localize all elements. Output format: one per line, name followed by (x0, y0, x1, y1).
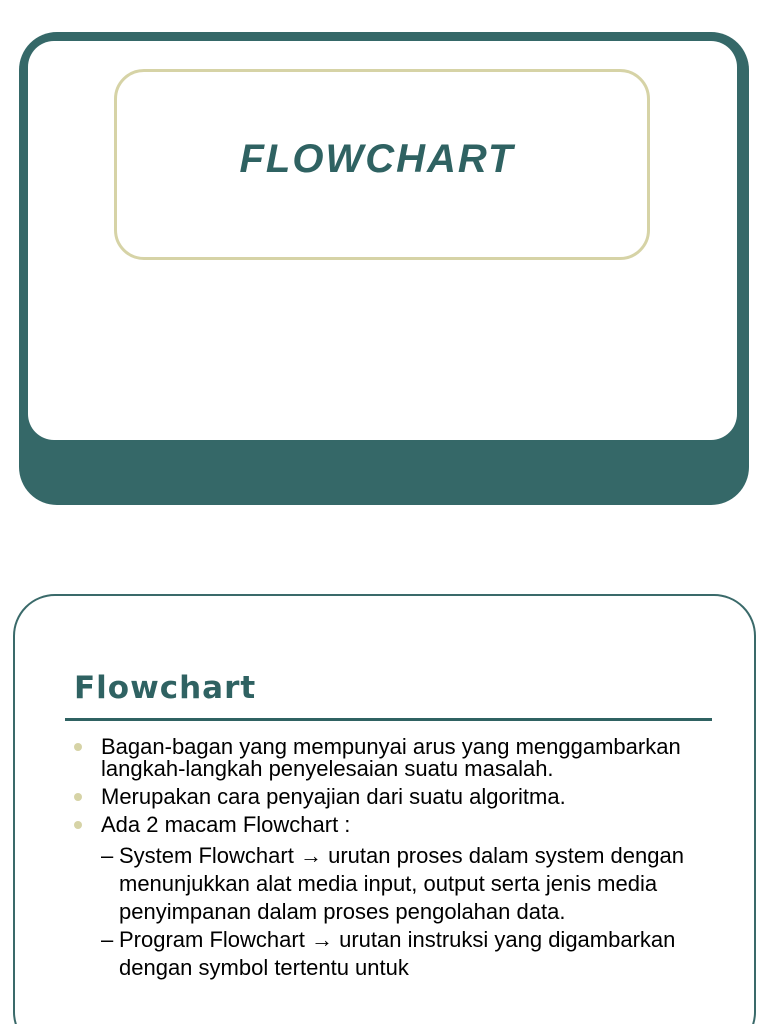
bullet-dot-icon (74, 743, 82, 751)
dash-marker: – (101, 927, 114, 952)
sub-item-description: urutan proses dalam system dengan menunjukkan alat media input, output serta jenis media penyimpanan dalam proses pengolahan data. (119, 843, 684, 924)
bullet-item (71, 814, 711, 836)
sub-item-program-flowchart (71, 926, 711, 982)
heading-divider (65, 718, 712, 721)
bullet-text: Bagan-bagan yang mempunyai arus yang menggambarkan langkah-langkah penyelesaian suatu masalah. (101, 734, 681, 781)
bullet-text: Merupakan cara penyajian dari suatu algoritma. (101, 784, 566, 809)
bullet-item (71, 736, 711, 780)
bullet-dot-icon (74, 821, 82, 829)
arrow-right-icon: → (299, 843, 322, 868)
bullet-dot-icon (74, 793, 82, 801)
dash-marker: – (101, 843, 114, 868)
bullet-item (71, 786, 711, 808)
sub-item-system-flowchart (71, 842, 711, 926)
bullet-list (71, 736, 711, 982)
title-slide (19, 32, 749, 505)
bullet-text: Ada 2 macam Flowchart : (101, 812, 351, 837)
content-slide-heading: Flowchart (74, 670, 257, 706)
sub-item-term: System Flowchart (119, 843, 294, 868)
title-slide-panel (28, 41, 737, 440)
sub-item-description: urutan instruksi yang digambarkan dengan symbol tertentu untuk (119, 927, 676, 980)
content-slide (13, 594, 756, 1024)
slide-title: FLOWCHART (239, 136, 515, 181)
sub-item-term: Program Flowchart (119, 927, 305, 952)
title-frame (114, 69, 650, 260)
arrow-right-icon: → (310, 927, 333, 952)
